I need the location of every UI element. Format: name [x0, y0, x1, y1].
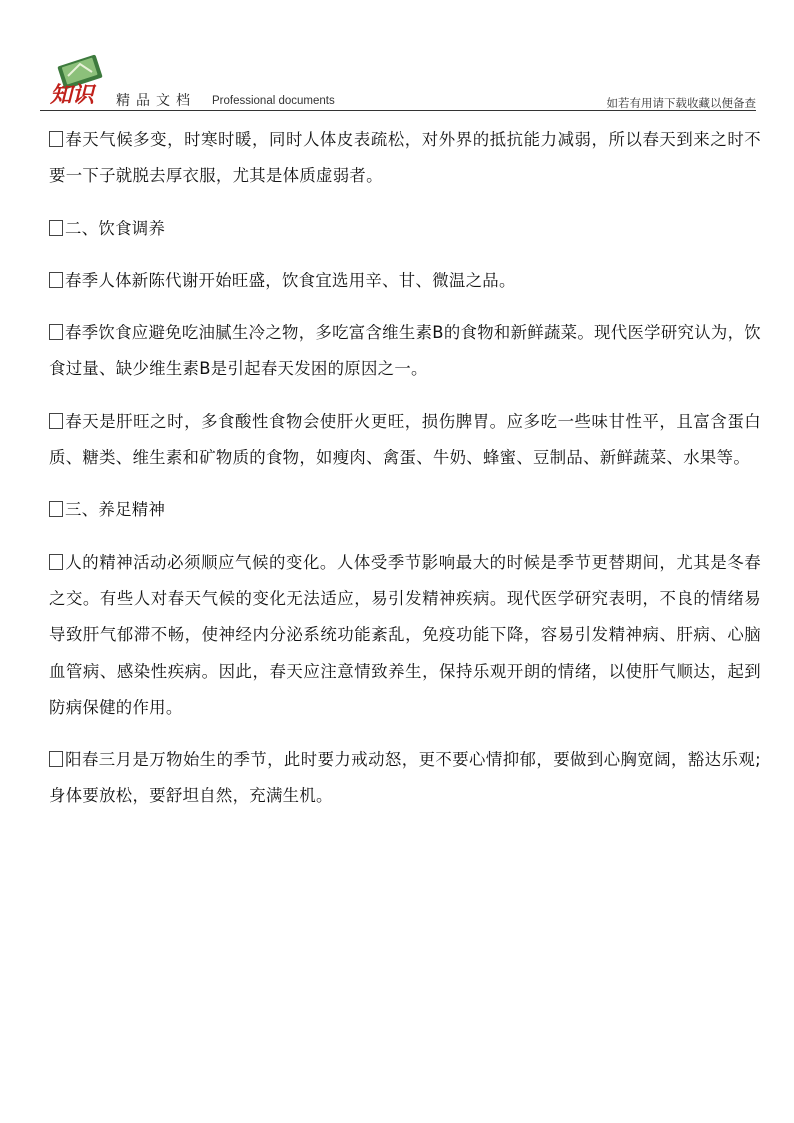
paragraph-text: 人的精神活动必须顺应气候的变化。人体受季节影响最大的时候是季节更替期间，尤其是冬春之交。有些人对春天气候的变化无法适应，易引发精神疾病。现代医学研究表明，不良的情绪易导致肝气郁滞不畅，使神经内分泌系统功能紊乱，免疫功能下降，容易引发精神病、肝病、心脑血管病、感染性疾病。因此，春天应注意情致养生，保持乐观开朗的情绪，以使肝气顺达，起到防病保健的作用。: [49, 552, 761, 717]
bullet-box-icon: [49, 501, 63, 517]
heading-text: 三、养足精神: [65, 500, 166, 520]
bullet-box-icon: [49, 220, 63, 236]
paragraph: [49, 315, 761, 388]
paragraph-text: 春季饮食应避免吃油腻生冷之物，多吃富含维生素B的食物和新鲜蔬菜。现代医学研究认为，饮食过量、缺少维生素B是引起春天发困的原因之一。: [49, 323, 761, 379]
paragraph-text: 阳春三月是万物始生的季节，此时要力戒动怒，更不要心情抑郁，要做到心胸宽阔，豁达乐观;身体要放松，要舒坦自然，充满生机。: [49, 750, 761, 806]
paragraph-text: 春季人体新陈代谢开始旺盛，饮食宜选用辛、甘、微温之品。: [65, 270, 516, 290]
header-divider: [40, 110, 756, 111]
brand-title: 精品文档: [116, 93, 196, 109]
logo-image: [46, 50, 116, 106]
bullet-box-icon: [49, 751, 63, 767]
paragraph-text: 春天气候多变，时寒时暖，同时人体皮表疏松，对外界的抵抗能力减弱，所以春天到来之时不要一下子就脱去厚衣服，尤其是体质虚弱者。: [49, 130, 761, 186]
paragraph-text: 春天是肝旺之时，多食酸性食物会使肝火更旺，损伤脾胃。应多吃一些味甘性平，且富含蛋白质、糖类、维生素和矿物质的食物，如瘦肉、禽蛋、牛奶、蜂蜜、豆制品、新鲜蔬菜、水果等。: [49, 411, 761, 468]
bullet-box-icon: [49, 324, 63, 340]
paragraph: [49, 263, 761, 299]
bullet-box-icon: [49, 554, 63, 570]
paragraph: [49, 545, 761, 726]
heading-text: 二、饮食调养: [65, 218, 166, 238]
paragraph: [49, 742, 761, 815]
page-header: [40, 50, 756, 112]
bullet-box-icon: [49, 272, 63, 288]
section-heading: [49, 211, 761, 247]
brand-subtitle: Professional documents: [212, 95, 335, 107]
bullet-box-icon: [49, 413, 63, 429]
paragraph: [49, 122, 761, 195]
paragraph: [49, 404, 761, 477]
bullet-box-icon: [49, 131, 63, 147]
section-heading: [49, 492, 761, 528]
header-note: 如若有用请下载收藏以便备查: [606, 96, 756, 110]
logo-text: 知识: [50, 82, 95, 106]
document-body: [49, 122, 761, 831]
